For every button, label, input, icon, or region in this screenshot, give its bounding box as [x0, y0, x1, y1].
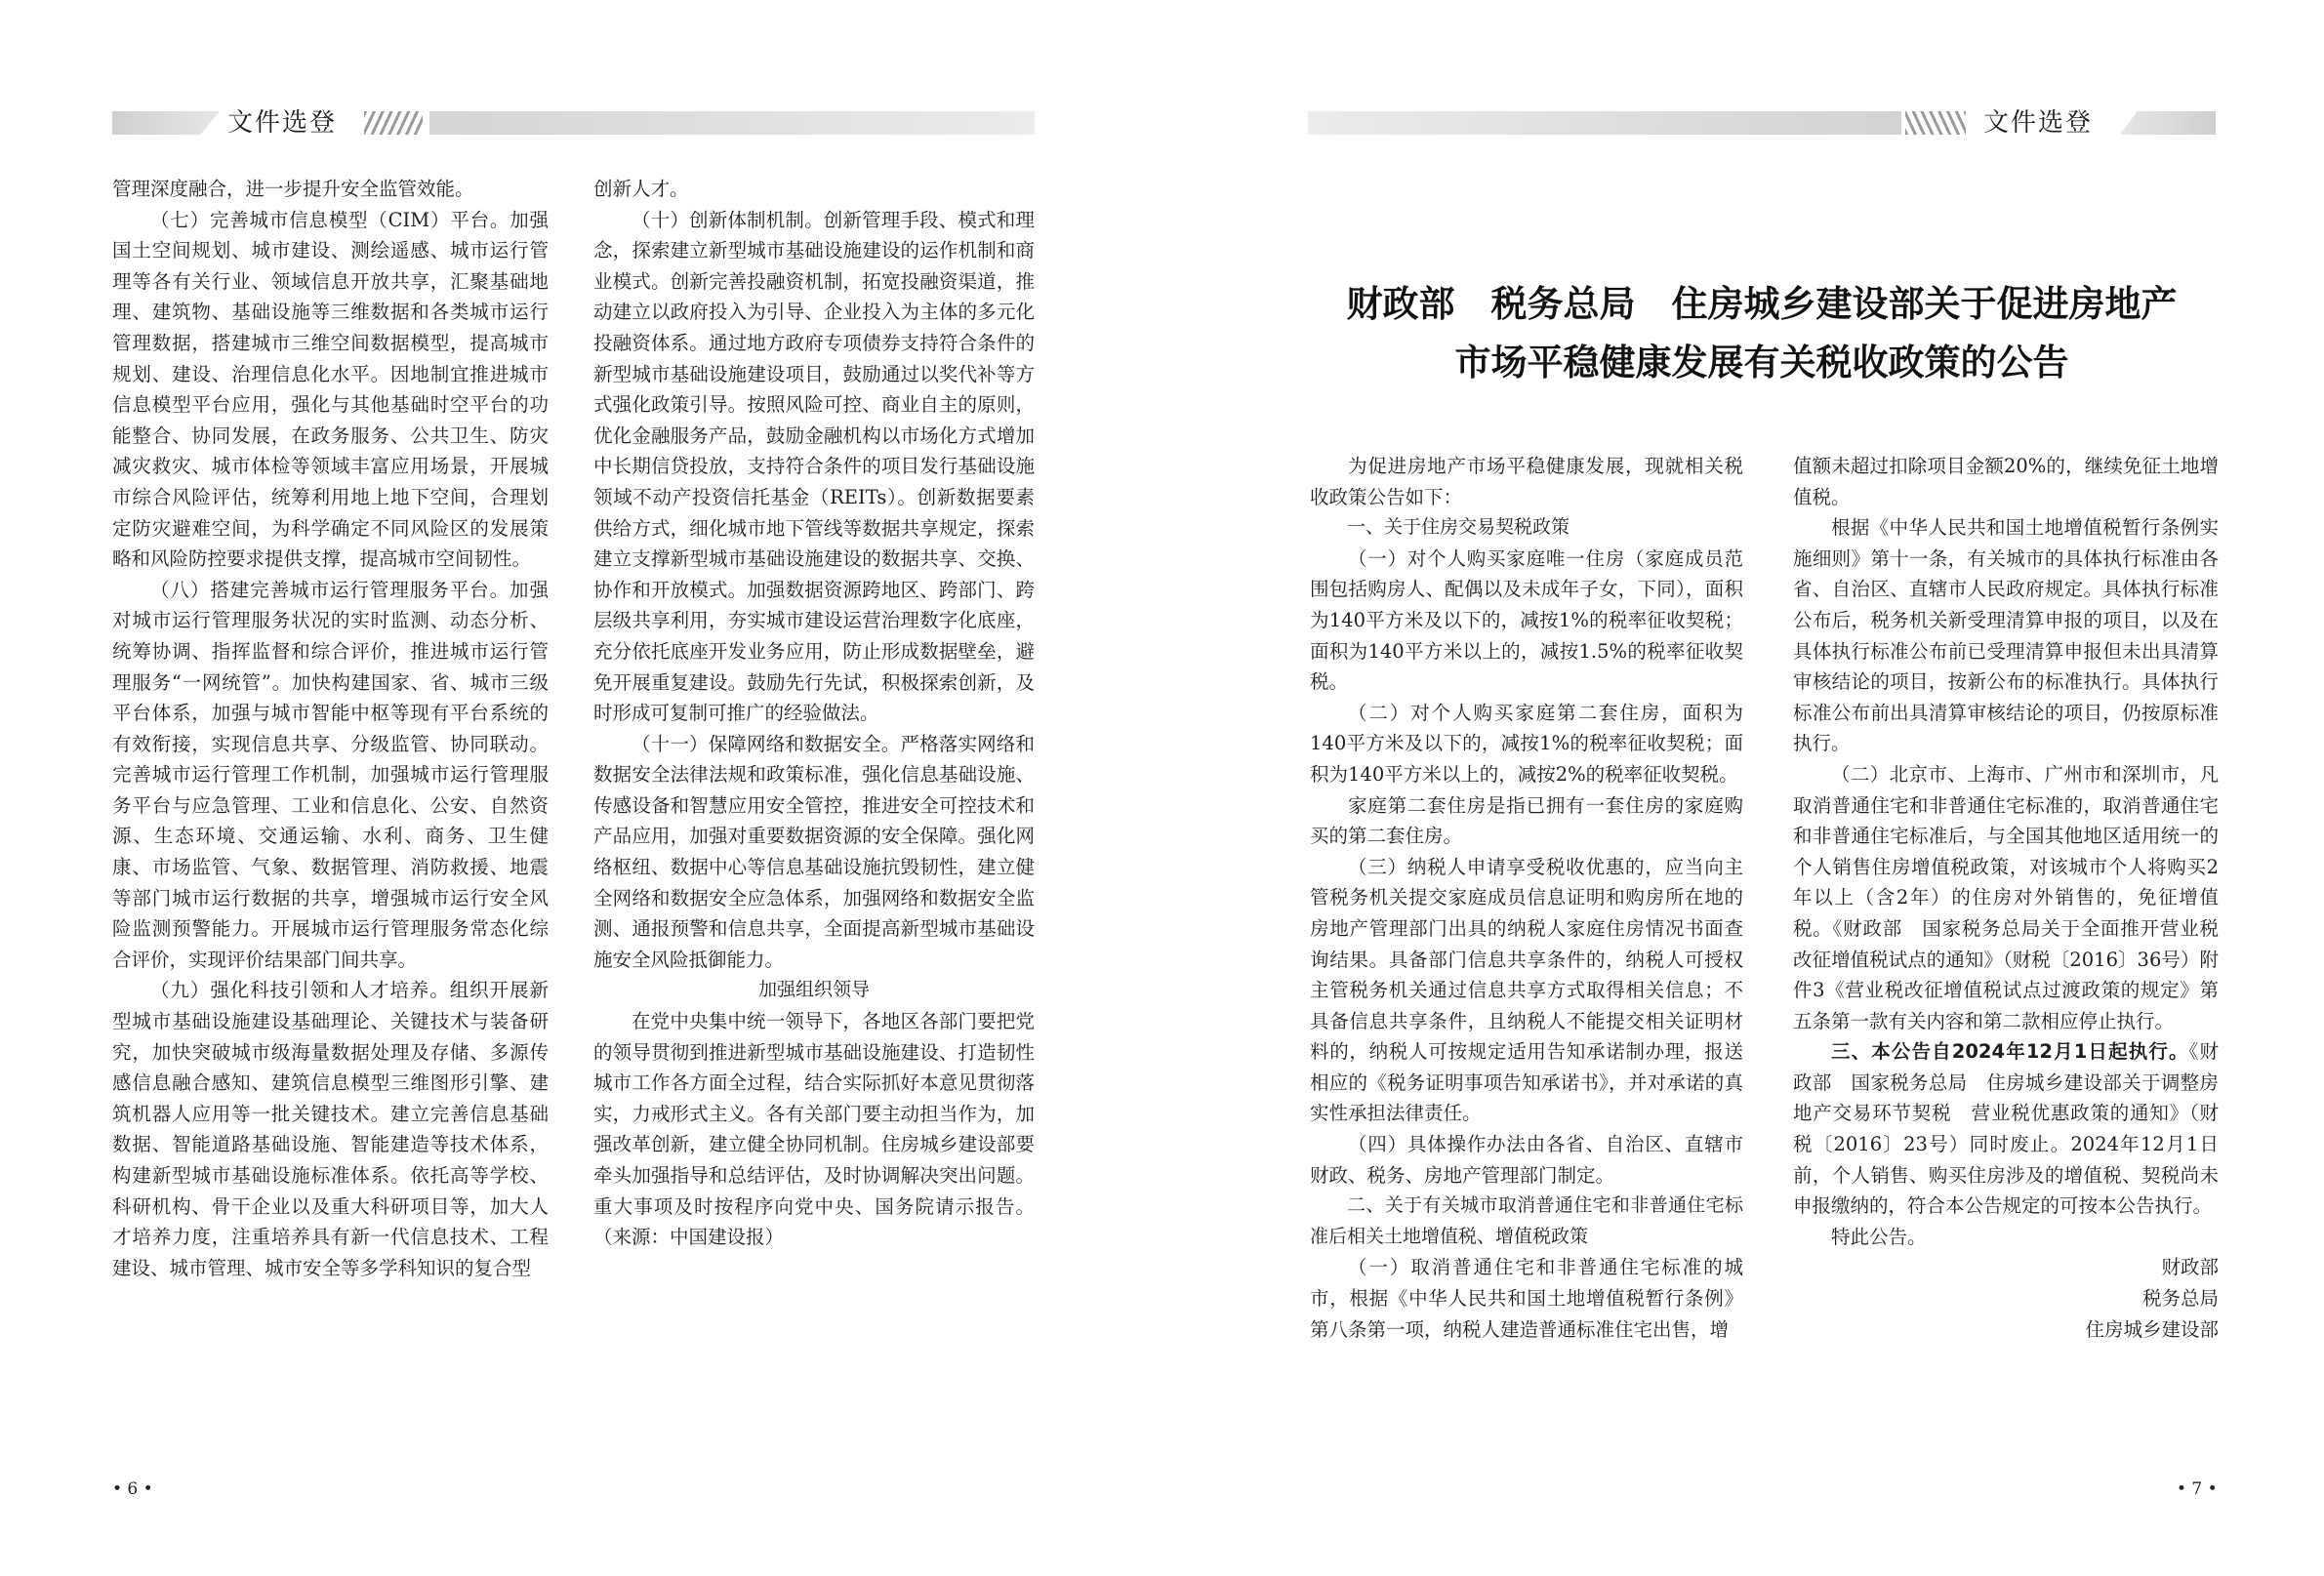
section-label: 文件选登: [227, 108, 338, 138]
right-page: [1162, 0, 2324, 1576]
paragraph: 根据《中华人民共和国土地增值税暂行条例实施细则》第十一条，有关城市的具体执行标准由各省、自治区、直辖市人民政府规定。具体执行标准公布后，税务机关新受理清算申报的项目，以及在具体执行标准公布前已受理清算申报但未出具清算审核结论的项目，按新公布的标准执行。具体执行标准公布前出具清算审核结论的项目，仍按原标准执行。: [1793, 516, 2219, 755]
section-label: 文件选登: [1983, 108, 2094, 138]
paragraph: 家庭第二套住房是指已拥有一套住房的家庭购买的第二套住房。: [1310, 793, 1743, 848]
title-line-1: 财政部 税务总局 住房城乡建设部关于促进房地产: [1346, 283, 2178, 325]
right-column-2: [1793, 451, 2219, 1345]
effective-date-clause: 三、本公告自2024年12月1日起执行。: [1831, 1040, 2189, 1064]
left-column-2: [593, 174, 1035, 1253]
paragraph: （一）对个人购买家庭唯一住房（家庭成员范围包括购房人、配偶以及未成年子女，下同），面积为140平方米及以下的，减按1%的税率征收契税；面积为140平方米以上的，减按1.5%的税率征收契税。: [1310, 546, 1743, 694]
right-column-1: [1310, 451, 1743, 1345]
header-band-right: [2120, 111, 2216, 135]
paragraph: （九）强化科技引领和人才培养。组织开展新型城市基础设施建设基础理论、关键技术与装备研究，加快突破城市级海量数据处理及存储、多源传感信息融合感知、建筑信息模型三维图形引擎、建筑机器人应用等一批关键技术。建立完善信息基础数据、智能道路基础设施、智能建造等技术体系，构建新型城市基础设施标准体系。依托高等学校、科研机构、骨干企业以及重大科研项目等，加大人才培养力度，注重培养具有新一代信息技术、工程建设、城市管理、城市安全等多学科知识的复合型: [112, 979, 549, 1279]
page-number: • 7 •: [2177, 1479, 2218, 1499]
paragraph: 管理深度融合，进一步提升安全监管效能。: [112, 178, 474, 200]
paragraph: 创新人才。: [593, 178, 689, 200]
running-header: [1308, 108, 2216, 138]
header-band-right: [429, 111, 1035, 135]
header-band-left: [112, 111, 220, 135]
signatory: 财政部: [2161, 1256, 2219, 1279]
paragraph: （七）完善城市信息模型（CIM）平台。加强国土空间规划、城市建设、测绘遥感、城市运行管理等各有关行业、领域信息开放共享，汇聚基础地理、建筑物、基础设施等三维数据和各类城市运行管理数据，搭建城市三维空间数据模型，提高城市规划、建设、治理信息化水平。因地制宜推进城市信息模型平台应用，强化与其他基础时空平台的功能整合、协同发展，在政务服务、公共卫生、防灾减灾救灾、城市体检等领域丰富应用场景，开展城市综合风险评估，统筹利用地上地下空间，合理划定防灾避难空间，为科学确定不同风险区的发展策略和风险防控要求提供支撑，提高城市空间韧性。: [112, 208, 549, 571]
page-number: • 6 •: [112, 1479, 153, 1499]
subheading: 加强组织领导: [757, 979, 870, 1001]
paragraph: （一）取消普通住宅和非普通住宅标准的城市，根据《中华人民共和国土地增值税暂行条例》第八条第一项，纳税人建造普通标准住宅出售，增: [1310, 1256, 1743, 1341]
signatory: 住房城乡建设部: [2085, 1317, 2219, 1341]
header-band-left: [1308, 111, 1901, 135]
paragraph: （十）创新体制机制。创新管理手段、模式和理念，探索建立新型城市基础设施建设的运作机制和商业模式。创新完善投融资机制，拓宽投融资渠道，推动建立以政府投入为引导、企业投入为主体的多元化投融资体系。通过地方政府专项债券支持符合条件的新型城市基础设施建设项目，鼓励通过以奖代补等方式强化政策引导。按照风险可控、商业自主的原则，优化金融服务产品，鼓励金融机构以市场化方式增加中长期信贷投放，支持符合条件的项目发行基础设施领域不动产投资信托基金（REITs）。创新数据要素供给方式，细化城市地下管线等数据共享规定，探索建立支撑新型城市基础设施建设的数据共享、交换、协作和开放模式。加强数据资源跨地区、跨部门、跨层级共享利用，夯实城市建设运营治理数字化底座，充分依托底座开发业务应用，防止形成数据壁垒，避免开展重复建设。鼓励先行先试，积极探索创新，及时形成可复制可推广的经验做法。: [593, 208, 1035, 725]
header-stripes: [1905, 111, 1966, 135]
section-heading: 一、关于住房交易契税政策: [1347, 516, 1570, 539]
paragraph: （二）对个人购买家庭第二套住房，面积为140平方米及以下的，减按1%的税率征收契税；面积为140平方米以上的，减按2%的税率征收契税。: [1310, 701, 1743, 786]
header-stripes: [364, 111, 423, 135]
paragraph: [1793, 1036, 2219, 1222]
paragraph: 在党中央集中统一领导下，各地区各部门要把党的领导贯彻到推进新型城市基础设施建设、打造韧性城市工作各方面全过程，结合实际抓好本意见贯彻落实，力戒形式主义。各有关部门要主动担当作为，加强改革创新，建立健全协同机制。住房城乡建设部要牵头加强指导和总结评估，及时协调解决突出问题。重大事项及时按程序向党中央、国务院请示报告。（来源：中国建设报）: [593, 1010, 1035, 1249]
paragraph: 为促进房地产市场平稳健康发展，现就相关税收政策公告如下：: [1310, 455, 1743, 508]
section-heading: 二、关于有关城市取消普通住宅和非普通住宅标准后相关土地增值税、增值税政策: [1310, 1194, 1743, 1247]
signatory: 税务总局: [2141, 1287, 2219, 1311]
article-title: [1259, 275, 2264, 392]
repeal-clause: 《财政部 国家税务总局 住房城乡建设部关于调整房地产交易环节契税 营业税优惠政策的通知》（财税〔2016〕23号）同时废止。2024年12月1日前，个人销售、购买住房涉及的增值税、契税尚未申报缴纳的，符合本公告规定的可按本公告执行。: [1793, 1040, 2219, 1218]
left-column-1: [112, 174, 549, 1283]
paragraph: （四）具体操作办法由各省、自治区、直辖市财政、税务、房地产管理部门制定。: [1310, 1133, 1743, 1187]
paragraph: （三）纳税人申请享受税收优惠的，应当向主管税务机关提交家庭成员信息证明和购房所在地的房地产管理部门出具的纳税人家庭住房情况书面查询结果。具备部门信息共享条件的，纳税人可授权主管税务机关通过信息共享方式取得相关信息；不具备信息共享条件，且纳税人不能提交相关证明材料的，纳税人可按规定适用告知承诺制办理，报送相应的《税务证明事项告知承诺书》，并对承诺的真实性承担法律责任。: [1310, 855, 1743, 1125]
closing-line: 特此公告。: [1831, 1225, 1927, 1248]
running-header: [112, 108, 1035, 138]
paragraph: （十一）保障网络和数据安全。严格落实网络和数据安全法律法规和政策标准，强化信息基础设施、传感设备和智慧应用安全管控，推进安全可控技术和产品应用，加强对重要数据资源的安全保障。强化网络枢纽、数据中心等信息基础设施抗毁韧性，建立健全网络和数据安全应急体系，加强网络和数据安全监测、通报预警和信息共享，全面提高新型城市基础设施安全风险抵御能力。: [593, 732, 1035, 971]
paragraph: （八）搭建完善城市运行管理服务平台。加强对城市运行管理服务状况的实时监测、动态分析、统筹协调、指挥监督和综合评价，推进城市运行管理服务“一网统管”。加快构建国家、省、城市三级平台体系，加强与城市智能中枢等现有平台系统的有效衔接，实现信息共享、分级监管、协同联动。完善城市运行管理工作机制，加强城市运行管理服务平台与应急管理、工业和信息化、公安、自然资源、生态环境、交通运输、水利、商务、卫生健康、市场监管、气象、数据管理、消防救援、地震等部门城市运行数据的共享，增强城市运行安全风险监测预警能力。开展城市运行管理服务常态化综合评价，实现评价结果部门间共享。: [112, 578, 549, 971]
paragraph: （二）北京市、上海市、广州市和深圳市，凡取消普通住宅和非普通住宅标准的，取消普通住宅和非普通住宅标准后，与全国其他地区适用统一的个人销售住房增值税政策，对该城市个人将购买2年以上（含2年）的住房对外销售的，免征增值税。《财政部 国家税务总局关于全面推开营业税改征增值税试点的通知》（财税〔2016〕36号）附件3《营业税改征增值税试点过渡政策的规定》第五条第一款有关内容和第二款相应停止执行。: [1793, 762, 2219, 1032]
title-line-2: 市场平稳健康发展有关税收政策的公告: [1454, 342, 2069, 384]
paragraph: 值额未超过扣除项目金额20%的，继续免征土地增值税。: [1793, 455, 2219, 508]
